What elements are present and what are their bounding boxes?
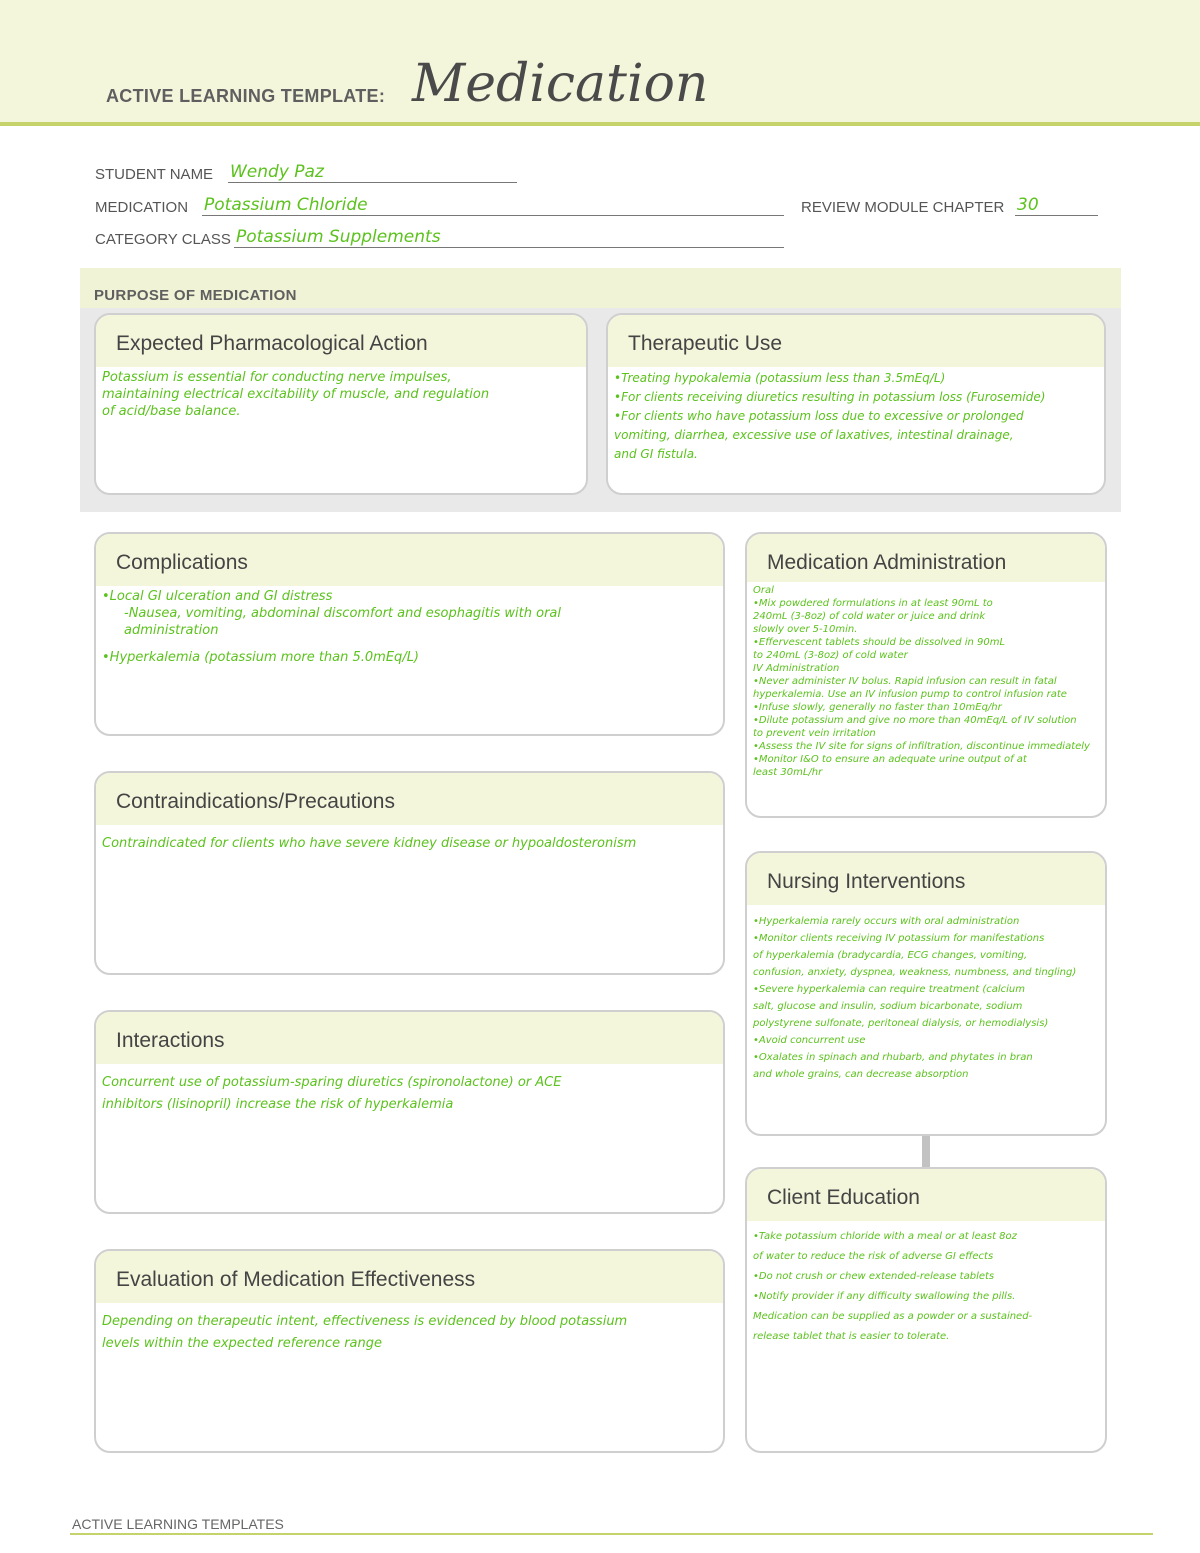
evaluation-title: Evaluation of Medication Effectiveness	[116, 1268, 476, 1291]
therapeutic-use-line: •Treating hypokalemia (potassium less than 3.5mEq/L)	[614, 371, 946, 385]
expected-action-body[interactable]	[96, 367, 586, 420]
education-header	[747, 1169, 1105, 1221]
interactions-title: Interactions	[116, 1029, 225, 1052]
education-line: of water to reduce the risk of adverse GI effects	[753, 1251, 994, 1262]
evaluation-body[interactable]	[96, 1303, 723, 1355]
complications-line: •Local GI ulceration and GI distress	[102, 589, 333, 604]
administration-line: 240mL (3-8oz) of cold water or juice and drink	[753, 611, 986, 622]
administration-line: to 240mL (3-8oz) of cold water	[753, 650, 908, 661]
template-prefix: ACTIVE LEARNING TEMPLATE:	[106, 86, 386, 106]
footer-text: ACTIVE LEARNING TEMPLATES	[72, 1516, 284, 1532]
nursing-body[interactable]	[747, 905, 1105, 1083]
evaluation-box	[94, 1249, 725, 1453]
administration-line: least 30mL/hr	[753, 767, 823, 778]
nursing-line: •Severe hyperkalemia can require treatment (calcium	[753, 984, 1025, 995]
nursing-line: •Hyperkalemia rarely occurs with oral administration	[753, 916, 1020, 927]
education-line: •Do not crush or chew extended-release tablets	[753, 1271, 995, 1282]
interactions-box	[94, 1010, 725, 1214]
therapeutic-use-body[interactable]	[608, 367, 1104, 464]
complications-line: -Nausea, vomiting, abdominal discomfort and esophagitis with oral	[124, 606, 562, 621]
box-connector	[922, 1136, 930, 1168]
expected-action-line: of acid/base balance.	[102, 404, 241, 419]
administration-line: Oral	[753, 585, 774, 596]
review-module-value: 30	[1017, 195, 1039, 215]
interactions-line: inhibitors (lisinopril) increase the risk of hyperkalemia	[102, 1097, 454, 1112]
complications-box	[94, 532, 725, 736]
administration-header	[747, 534, 1105, 582]
complications-line: •Hyperkalemia (potassium more than 5.0mEq/L)	[102, 650, 420, 665]
header-rule	[0, 122, 1200, 126]
administration-line: •Infuse slowly, generally no faster than 10mEq/hr	[753, 702, 1002, 713]
expected-action-title: Expected Pharmacological Action	[116, 332, 428, 355]
complications-title: Complications	[116, 551, 248, 574]
complications-line: administration	[124, 623, 219, 638]
therapeutic-use-box	[606, 313, 1106, 495]
interactions-body[interactable]	[96, 1064, 723, 1116]
education-line: Medication can be supplied as a powder or a sustained-	[753, 1311, 1033, 1322]
education-line: release tablet that is easier to tolerate.	[753, 1331, 950, 1342]
footer-rule	[70, 1533, 1153, 1535]
expected-action-line: maintaining electrical excitability of muscle, and regulation	[102, 387, 490, 402]
expected-action-line: Potassium is essential for conducting nerve impulses,	[102, 370, 452, 385]
nursing-line: polystyrene sulfonate, peritoneal dialysis, or hemodialysis)	[753, 1018, 1049, 1029]
contraindications-title: Contraindications/Precautions	[116, 790, 395, 813]
complications-header	[96, 534, 723, 586]
evaluation-line: levels within the expected reference range	[102, 1336, 382, 1351]
expected-action-header	[96, 315, 586, 367]
contraindications-body[interactable]	[96, 825, 723, 852]
education-body[interactable]	[747, 1221, 1105, 1347]
nursing-line: and whole grains, can decrease absorption	[753, 1069, 969, 1080]
category-class-value: Potassium Supplements	[236, 227, 441, 247]
purpose-title: PURPOSE OF MEDICATION	[94, 287, 297, 304]
administration-line: •Monitor I&O to ensure an adequate urine output of at	[753, 754, 1027, 765]
evaluation-header	[96, 1251, 723, 1303]
nursing-box	[745, 851, 1107, 1136]
nursing-line: confusion, anxiety, dyspnea, weakness, numbness, and tingling)	[753, 967, 1077, 978]
complications-body[interactable]	[96, 586, 723, 666]
administration-line: hyperkalemia. Use an IV infusion pump to control infusion rate	[753, 689, 1067, 700]
interactions-line: Concurrent use of potassium-sparing diuretics (spironolactone) or ACE	[102, 1075, 562, 1090]
medication-label: MEDICATION	[95, 199, 189, 216]
therapeutic-use-line: •For clients receiving diuretics resulting in potassium loss (Furosemide)	[614, 390, 1046, 404]
education-line: •Take potassium chloride with a meal or at least 8oz	[753, 1231, 1017, 1242]
category-class-label: CATEGORY CLASS	[95, 231, 231, 248]
contraindications-line: Contraindicated for clients who have severe kidney disease or hypoaldosteronism	[102, 836, 637, 851]
evaluation-line: Depending on therapeutic intent, effectiveness is evidenced by blood potassium	[102, 1314, 628, 1329]
administration-box	[745, 532, 1107, 818]
therapeutic-use-line: and GI fistula.	[614, 447, 698, 461]
nursing-title: Nursing Interventions	[767, 870, 966, 893]
administration-line: slowly over 5-10min.	[753, 624, 858, 635]
therapeutic-use-title: Therapeutic Use	[628, 332, 783, 355]
student-name-label: STUDENT NAME	[95, 166, 214, 183]
nursing-line: of hyperkalemia (bradycardia, ECG changes, vomiting,	[753, 950, 1028, 961]
expected-action-box	[94, 313, 588, 495]
contraindications-box	[94, 771, 725, 975]
therapeutic-use-line: vomiting, diarrhea, excessive use of laxatives, intestinal drainage,	[614, 428, 1014, 442]
administration-line: •Assess the IV site for signs of infiltration, discontinue immediately	[753, 741, 1090, 752]
nursing-line: •Monitor clients receiving IV potassium for manifestations	[753, 933, 1045, 944]
therapeutic-use-line: •For clients who have potassium loss due to excessive or prolonged	[614, 409, 1024, 423]
nursing-line: salt, glucose and insulin, sodium bicarbonate, sodium	[753, 1001, 1023, 1012]
nursing-line: •Oxalates in spinach and rhubarb, and phytates in bran	[753, 1052, 1033, 1063]
administration-line: to prevent vein irritation	[753, 728, 876, 739]
page-title: Medication	[412, 54, 709, 114]
administration-line: •Never administer IV bolus. Rapid infusion can result in fatal	[753, 676, 1057, 687]
administration-title: Medication Administration	[767, 551, 1007, 574]
contraindications-header	[96, 773, 723, 825]
medication-value: Potassium Chloride	[204, 195, 368, 215]
administration-line: •Mix powdered formulations in at least 90mL to	[753, 598, 993, 609]
education-title: Client Education	[767, 1186, 920, 1209]
administration-line: IV Administration	[753, 663, 840, 674]
administration-line: •Dilute potassium and give no more than 40mEq/L of IV solution	[753, 715, 1077, 726]
education-box	[745, 1167, 1107, 1453]
administration-body[interactable]	[747, 582, 1105, 779]
education-line: •Notify provider if any difficulty swallowing the pills.	[753, 1291, 1016, 1302]
therapeutic-use-header	[608, 315, 1104, 367]
review-module-label: REVIEW MODULE CHAPTER	[801, 199, 1005, 216]
interactions-header	[96, 1012, 723, 1064]
nursing-header	[747, 853, 1105, 905]
administration-line: •Effervescent tablets should be dissolved in 90mL	[753, 637, 1006, 648]
nursing-line: •Avoid concurrent use	[753, 1035, 866, 1046]
student-name-value: Wendy Paz	[230, 162, 324, 182]
